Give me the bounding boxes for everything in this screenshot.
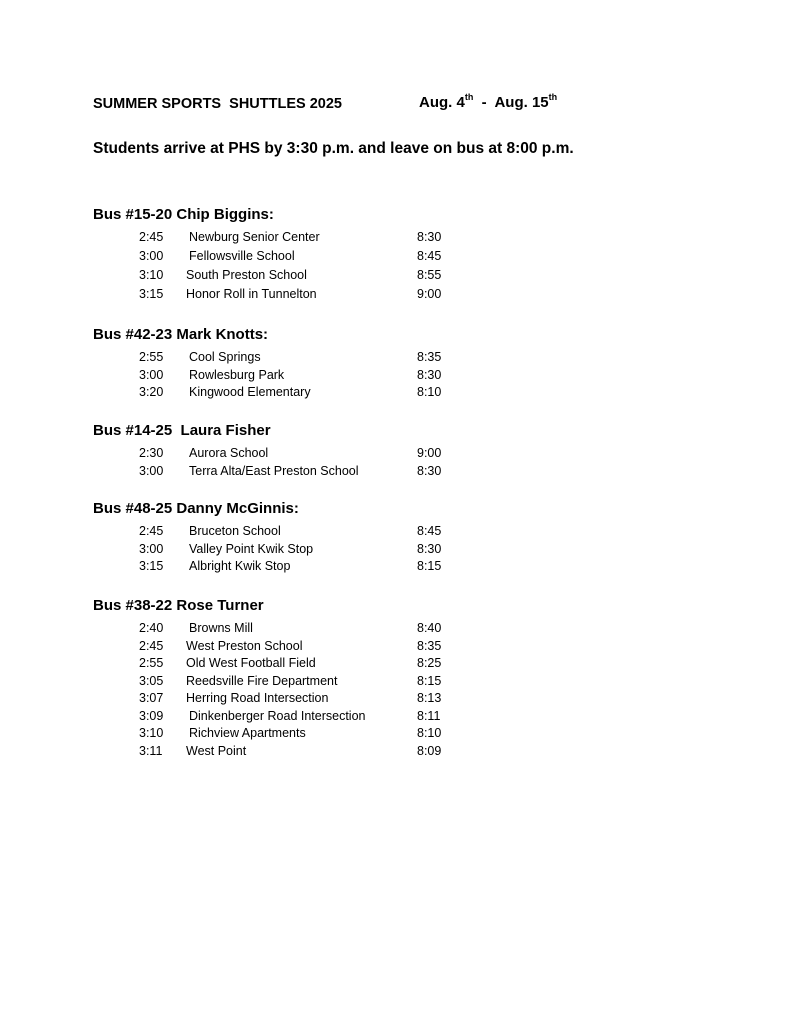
pickup-time: 2:45 (139, 524, 164, 538)
bus-section (93, 596, 513, 760)
return-time: 8:10 (417, 726, 442, 740)
stop-location: Bruceton School (189, 524, 281, 538)
pickup-time: 2:40 (139, 621, 164, 635)
stop-location: Honor Roll in Tunnelton (186, 287, 317, 301)
stop-row (93, 620, 513, 638)
stop-row (93, 367, 513, 385)
stop-location: Valley Point Kwik Stop (189, 541, 314, 556)
stop-row (93, 286, 513, 305)
pickup-time: 2:55 (139, 656, 164, 670)
stop-row (93, 523, 513, 541)
pickup-time: 2:55 (139, 350, 164, 364)
date-range (419, 94, 557, 111)
bus-heading: Bus #48-25 Danny McGinnis: (93, 500, 299, 517)
pickup-time: 3:00 (139, 463, 164, 478)
start-date-suffix: th (464, 92, 474, 102)
return-time: 8:11 (417, 708, 441, 723)
stop-row (93, 655, 513, 673)
page-header (93, 94, 693, 118)
pickup-time: 3:00 (139, 541, 164, 556)
return-time: 8:09 (417, 743, 442, 758)
stop-row (93, 690, 513, 708)
stop-location: Fellowsville School (189, 249, 295, 263)
bus-heading: Bus #38-22 Rose Turner (93, 597, 264, 614)
stop-location: Richview Apartments (189, 726, 306, 740)
return-time: 8:30 (417, 367, 442, 382)
pickup-time: 2:30 (139, 446, 164, 460)
pickup-time: 3:05 (139, 673, 164, 688)
stop-row (93, 541, 513, 559)
stop-row (93, 445, 513, 463)
stop-location: Rowlesburg Park (189, 367, 285, 382)
pickup-time: 3:07 (139, 691, 164, 705)
start-date: Aug. 4 (419, 94, 465, 111)
return-time: 9:00 (417, 287, 442, 301)
pickup-time: 3:15 (139, 559, 164, 573)
stop-row (93, 673, 513, 691)
return-time: 8:25 (417, 656, 442, 670)
return-time: 9:00 (417, 446, 442, 460)
pickup-time: 3:10 (139, 726, 164, 740)
pickup-time: 3:00 (139, 367, 164, 382)
bus-section (93, 205, 513, 305)
stop-location: Browns Mill (189, 621, 253, 635)
bus-heading: Bus #42-23 Mark Knotts: (93, 326, 269, 343)
pickup-time: 3:15 (139, 287, 164, 301)
return-time: 8:15 (417, 673, 442, 688)
end-date-suffix: th (548, 92, 558, 102)
stop-row (93, 743, 513, 761)
bus-section (93, 325, 513, 402)
stop-row (93, 463, 513, 481)
return-time: 8:30 (417, 230, 442, 244)
stop-location: Old West Football Field (186, 656, 316, 670)
stop-row (93, 725, 513, 743)
arrival-note: Students arrive at PHS by 3:30 p.m. and leave on bus at 8:00 p.m. (93, 140, 574, 157)
stop-row (93, 558, 513, 576)
stop-row (93, 229, 513, 248)
stop-row (93, 349, 513, 367)
stop-location: Reedsville Fire Department (186, 673, 338, 688)
bus-heading: Bus #14-25 Laura Fisher (93, 422, 271, 439)
return-time: 8:45 (417, 524, 442, 538)
stop-location: Dinkenberger Road Intersection (189, 708, 366, 723)
stop-location: Kingwood Elementary (189, 385, 311, 399)
return-time: 8:40 (417, 621, 442, 635)
stop-location: West Point (186, 743, 247, 758)
return-time: 8:35 (417, 350, 442, 364)
stop-row (93, 267, 513, 286)
stop-location: Newburg Senior Center (189, 230, 320, 244)
stop-location: West Preston School (186, 638, 303, 653)
bus-section (93, 421, 513, 480)
pickup-time: 2:45 (139, 230, 164, 244)
return-time: 8:13 (417, 691, 442, 705)
stop-location: Herring Road Intersection (186, 691, 329, 705)
return-time: 8:10 (417, 385, 442, 399)
stop-location: Terra Alta/East Preston School (189, 463, 359, 478)
stop-location: Aurora School (189, 446, 269, 460)
return-time: 8:30 (417, 463, 442, 478)
stop-row (93, 384, 513, 402)
return-time: 8:35 (417, 638, 442, 653)
stop-location: Cool Springs (189, 350, 261, 364)
page-title: SUMMER SPORTS SHUTTLES 2025 (93, 96, 342, 112)
return-time: 8:55 (417, 268, 442, 282)
bus-heading: Bus #15-20 Chip Biggins: (93, 206, 274, 223)
pickup-time: 3:10 (139, 268, 164, 282)
return-time: 8:15 (417, 559, 442, 573)
pickup-time: 2:45 (139, 638, 164, 653)
stop-location: Albright Kwik Stop (189, 559, 291, 573)
stop-row (93, 638, 513, 656)
date-separator: - (473, 94, 495, 111)
return-time: 8:30 (417, 541, 442, 556)
pickup-time: 3:20 (139, 385, 164, 399)
end-date: Aug. 15 (494, 94, 549, 111)
pickup-time: 3:09 (139, 708, 164, 723)
pickup-time: 3:11 (139, 743, 163, 758)
bus-section (93, 499, 513, 576)
return-time: 8:45 (417, 249, 442, 263)
stop-row (93, 708, 513, 726)
stop-row (93, 248, 513, 267)
stop-location: South Preston School (186, 268, 307, 282)
pickup-time: 3:00 (139, 249, 164, 263)
